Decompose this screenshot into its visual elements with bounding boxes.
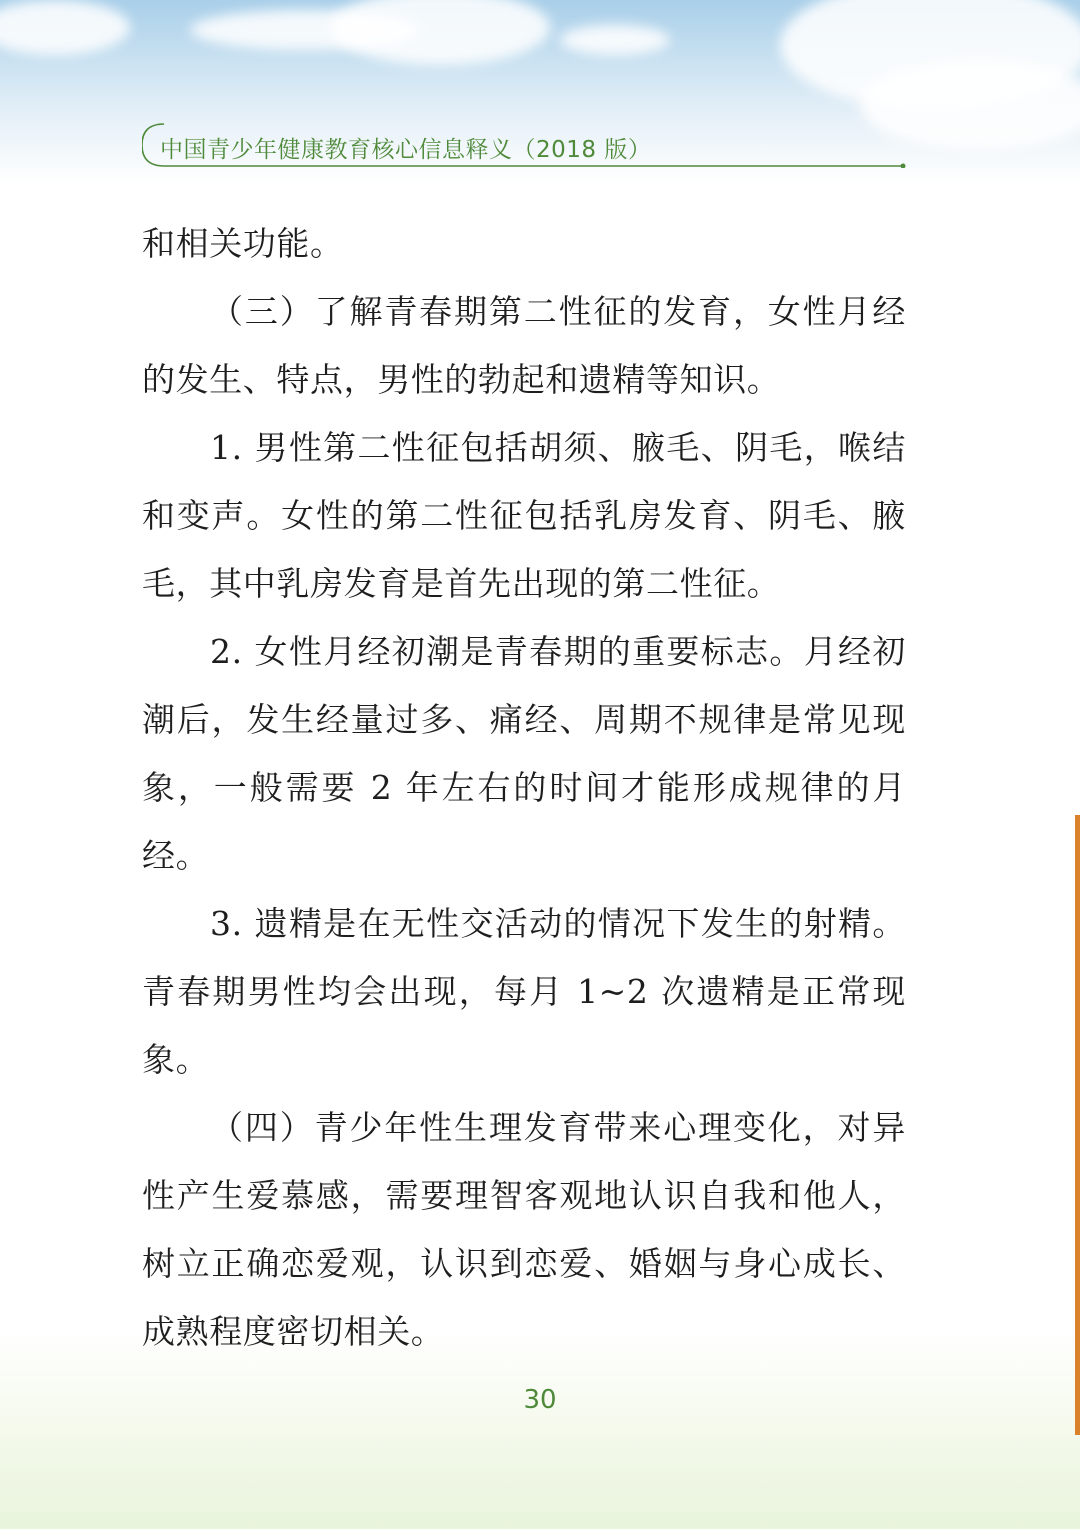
cloud <box>560 25 670 55</box>
page-edge-mark <box>1075 815 1080 1435</box>
body-text <box>142 210 906 1366</box>
paragraph-section-three: （三）了解青春期第二性征的发育，女性月经的发生、特点，男性的勃起和遗精等知识。 <box>142 292 906 399</box>
page-number: 30 <box>523 1385 557 1415</box>
paragraph-item-3: 3. 遗精是在无性交活动的情况下发生的射精。青春期男性均会出现，每月 1~2 次遗精是正常现象。 <box>142 904 906 1079</box>
paragraph-section-four: （四）青少年性生理发育带来心理变化，对异性产生爱慕感，需要理智客观地认识自我和他人，树立正确恋爱观，认识到恋爱、婚姻与身心成长、成熟程度密切相关。 <box>142 1108 906 1351</box>
header-title: 中国青少年健康教育核心信息释义（2018 版） <box>160 137 652 163</box>
paragraph-continuation: 和相关功能。 <box>142 224 344 263</box>
paragraph-item-2: 2. 女性月经初潮是青春期的重要标志。月经初潮后，发生经量过多、痛经、周期不规律是常见现象，一般需要 2 年左右的时间才能形成规律的月经。 <box>142 632 906 875</box>
cloud <box>0 0 130 55</box>
cloud <box>330 0 550 65</box>
running-header <box>142 122 906 168</box>
paragraph-item-1: 1. 男性第二性征包括胡须、腋毛、阴毛，喉结和变声。女性的第二性征包括乳房发育、阴毛、腋毛，其中乳房发育是首先出现的第二性征。 <box>142 428 906 603</box>
